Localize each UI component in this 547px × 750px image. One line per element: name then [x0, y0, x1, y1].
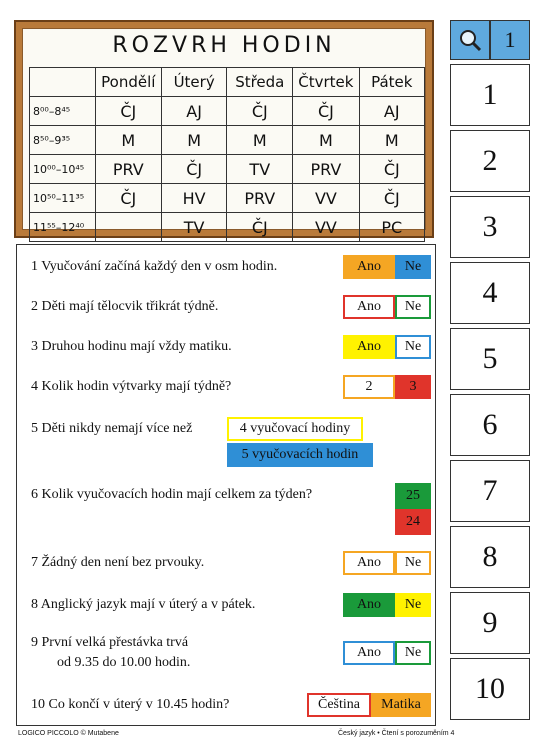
subject-cell: PC: [359, 213, 424, 242]
time-cell: 10⁰⁰–10⁴⁵: [30, 155, 96, 184]
time-cell: 8⁰⁰–8⁴⁵: [30, 97, 96, 126]
page-number: 1: [490, 20, 530, 60]
subject-cell: VV: [293, 184, 359, 213]
subject-cell: ČJ: [293, 97, 359, 126]
subject-cell: ČJ: [359, 184, 424, 213]
question-10: 10 Co končí v úterý v 10.45 hodin?: [31, 697, 230, 712]
subject-cell: M: [359, 126, 424, 155]
question-4: 4 Kolik hodin výtvarky mají týdně?: [31, 379, 232, 394]
q8-ne-button[interactable]: Ne: [395, 593, 431, 617]
q6-option-24-button[interactable]: 24: [395, 509, 431, 535]
questions-panel: [16, 244, 436, 726]
time-cell: 8⁵⁰–9³⁵: [30, 126, 96, 155]
subject-cell: M: [293, 126, 359, 155]
subject-cell: VV: [293, 213, 359, 242]
subject-cell: AJ: [359, 97, 424, 126]
tab-10[interactable]: 10: [450, 658, 530, 720]
subject-cell: ČJ: [95, 97, 161, 126]
q9-ne-button[interactable]: Ne: [395, 641, 431, 665]
subject-cell: M: [161, 126, 226, 155]
timetable-corner: [30, 68, 96, 97]
day-header: Pondělí: [95, 68, 161, 97]
subject-cell: PRV: [293, 155, 359, 184]
tab-2[interactable]: 2: [450, 130, 530, 192]
subject-cell: PRV: [227, 184, 293, 213]
timetable-board: [14, 20, 434, 238]
timetable-row: [30, 155, 425, 184]
q4-option-3-button[interactable]: 3: [395, 375, 431, 399]
q10-cestina-button[interactable]: Čeština: [307, 693, 371, 717]
timetable-row: [30, 97, 425, 126]
q7-ne-button[interactable]: Ne: [395, 551, 431, 575]
day-header: Pátek: [359, 68, 424, 97]
question-7: 7 Žádný den není bez prvouky.: [31, 555, 205, 570]
subject-cell: M: [227, 126, 293, 155]
timetable-title: ROZVRH HODIN: [112, 33, 336, 58]
subject-cell: TV: [227, 155, 293, 184]
q1-ano-button[interactable]: Ano: [343, 255, 395, 279]
tab-5[interactable]: 5: [450, 328, 530, 390]
day-header: Úterý: [161, 68, 226, 97]
tab-8[interactable]: 8: [450, 526, 530, 588]
q6-option-25-button[interactable]: 25: [395, 483, 431, 509]
tab-4[interactable]: 4: [450, 262, 530, 324]
question-6: 6 Kolik vyučovacích hodin mají celkem za týden?: [31, 487, 313, 502]
q9-ano-button[interactable]: Ano: [343, 641, 395, 665]
subject-cell: M: [95, 126, 161, 155]
subject-cell: ČJ: [227, 213, 293, 242]
subject-cell: AJ: [161, 97, 226, 126]
subject-cell: [95, 213, 161, 242]
subject-cell: ČJ: [95, 184, 161, 213]
subject-cell: HV: [161, 184, 226, 213]
q3-ano-button[interactable]: Ano: [343, 335, 395, 359]
tab-1[interactable]: 1: [450, 64, 530, 126]
question-9-line-2: od 9.35 do 10.00 hodin.: [57, 655, 191, 670]
day-header: Středa: [227, 68, 293, 97]
q7-ano-button[interactable]: Ano: [343, 551, 395, 575]
subject-cell: PRV: [95, 155, 161, 184]
q1-ne-button[interactable]: Ne: [395, 255, 431, 279]
subject-cell: TV: [161, 213, 226, 242]
question-8: 8 Anglický jazyk mají v úterý a v pátek.: [31, 597, 256, 612]
timetable-row: [30, 126, 425, 155]
time-cell: 11⁵⁵–12⁴⁰: [30, 213, 96, 242]
timetable-row: [30, 184, 425, 213]
subject-cell: ČJ: [359, 155, 424, 184]
q8-ano-button[interactable]: Ano: [343, 593, 395, 617]
question-5: 5 Děti nikdy nemají více než: [31, 421, 193, 436]
timetable-paper: [22, 28, 426, 237]
subject-footer: Český jazyk • Čtení s porozuměním 4: [338, 730, 455, 737]
timetable-header-row: [30, 68, 425, 97]
tab-6[interactable]: 6: [450, 394, 530, 456]
magnifier-icon: [450, 20, 490, 60]
tab-9[interactable]: 9: [450, 592, 530, 654]
question-1: 1 Vyučování začíná každý den v osm hodin.: [31, 259, 278, 274]
publisher-footer: LOGICO PICCOLO © Mutabene: [18, 730, 119, 737]
q3-ne-button[interactable]: Ne: [395, 335, 431, 359]
subject-cell: ČJ: [161, 155, 226, 184]
answer-tabs: [450, 20, 530, 732]
time-cell: 10⁵⁰–11³⁵: [30, 184, 96, 213]
subject-cell: ČJ: [227, 97, 293, 126]
timetable-row: [30, 213, 425, 242]
question-9: 9 První velká přestávka trvá: [31, 635, 189, 650]
q2-ne-button[interactable]: Ne: [395, 295, 431, 319]
q5-option-4-button[interactable]: 4 vyučovací hodiny: [227, 417, 363, 441]
tab-3[interactable]: 3: [450, 196, 530, 258]
tab-7[interactable]: 7: [450, 460, 530, 522]
day-header: Čtvrtek: [293, 68, 359, 97]
question-3: 3 Druhou hodinu mají vždy matiku.: [31, 339, 232, 354]
q5-option-5-button[interactable]: 5 vyučovacích hodin: [227, 443, 373, 467]
q10-matika-button[interactable]: Matika: [371, 693, 431, 717]
question-2: 2 Děti mají tělocvik třikrát týdně.: [31, 299, 219, 314]
timetable: [29, 67, 425, 242]
q4-option-2-button[interactable]: 2: [343, 375, 395, 399]
q2-ano-button[interactable]: Ano: [343, 295, 395, 319]
